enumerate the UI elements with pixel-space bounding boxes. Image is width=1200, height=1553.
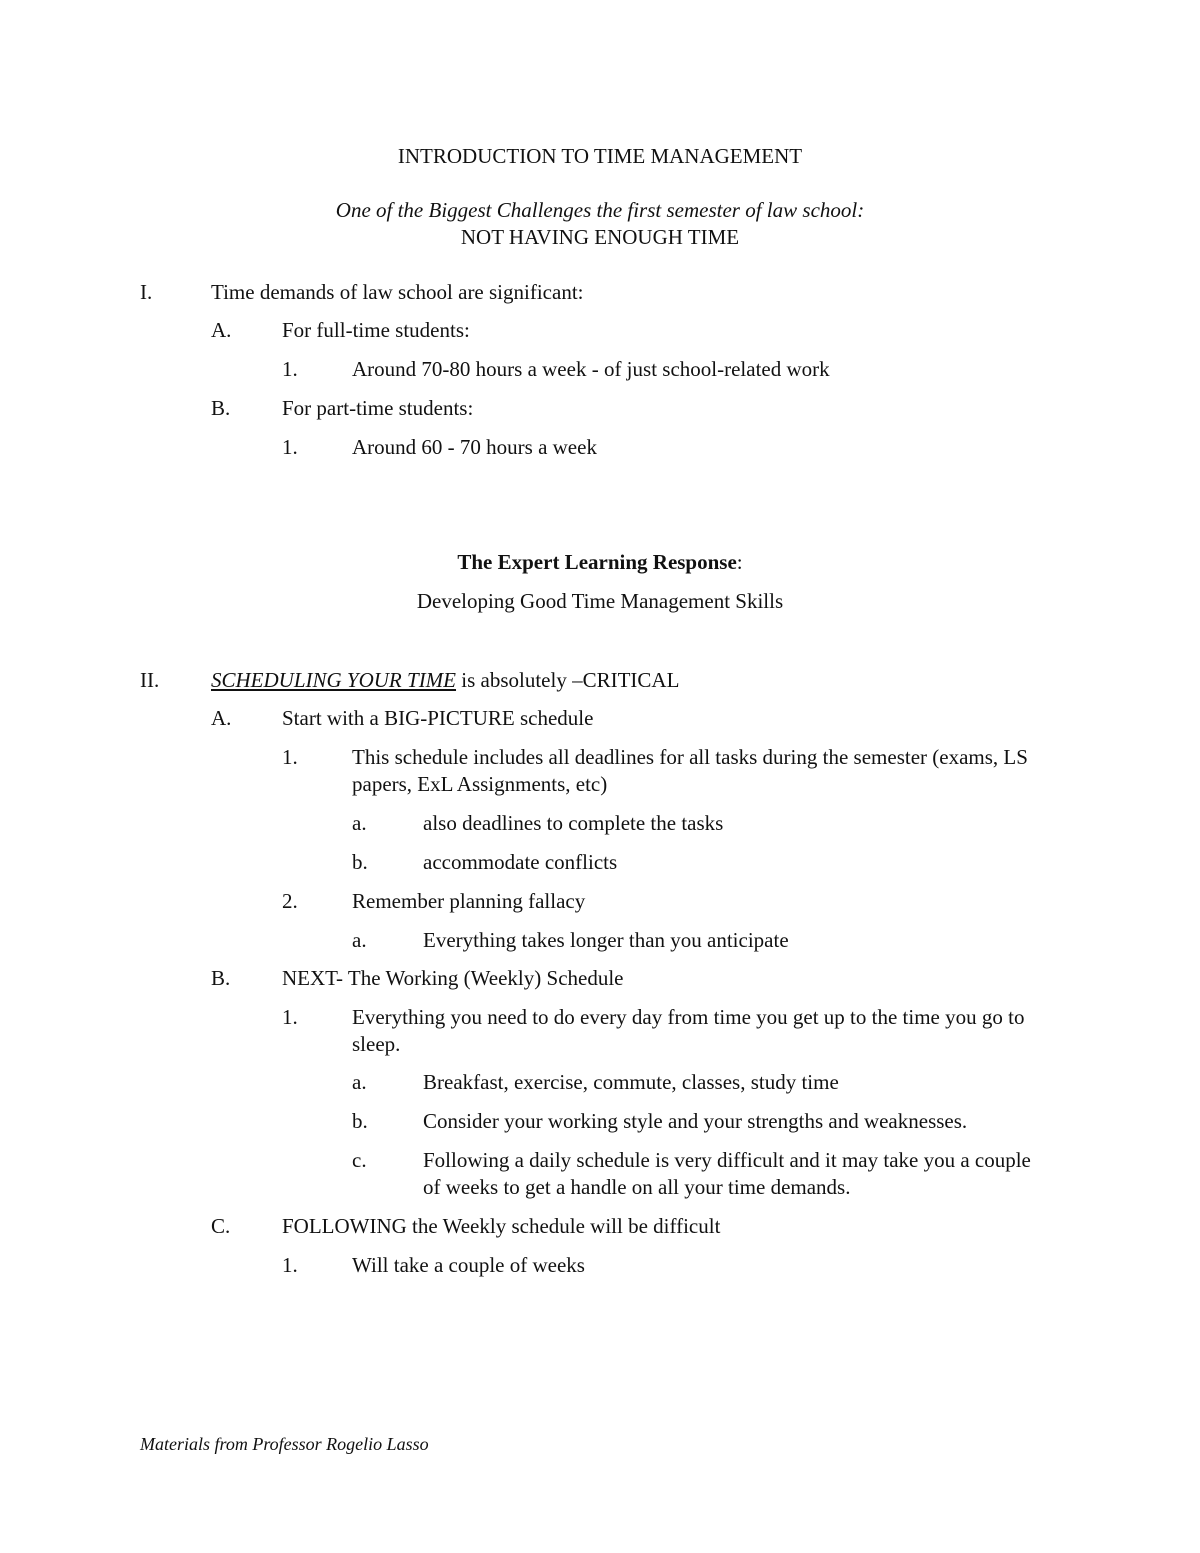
outline-item-II-B-1: Everything you need to do every day from time you get up to the time you go to sleep. — [352, 1005, 1025, 1056]
outline-marker-I-A-1: 1. — [282, 357, 298, 381]
outline-item-II — [211, 667, 679, 694]
outline-item-II-A-2: Remember planning fallacy — [352, 889, 586, 913]
outline-marker-II-C: C. — [211, 1214, 231, 1238]
outline-marker-II-A-1: 1. — [282, 745, 298, 769]
subtitle-caps: NOT HAVING ENOUGH TIME — [460, 225, 740, 249]
outline-marker-II-A-1-b: b. — [352, 850, 368, 874]
outline-marker-II-B-1-b: b. — [352, 1109, 368, 1133]
outline-item-I-B: For part-time students: — [282, 396, 474, 420]
outline-item-II-A-1: This schedule includes all deadlines for all tasks during the semester (exams, LS papers, ExL Assignments, etc) — [352, 745, 1028, 796]
outline-item-II-B-1-b: Consider your working style and your strengths and weaknesses. — [423, 1109, 968, 1133]
outline-item-I-A-1: Around 70-80 hours a week - of just school-related work — [352, 357, 830, 381]
outline-marker-II-A-2: 2. — [282, 889, 298, 913]
outline-item-II-A-2-a: Everything takes longer than you anticipate — [423, 928, 789, 952]
response-heading-colon: : — [736, 550, 743, 574]
outline-item-II-emphasis: SCHEDULING YOUR TIME — [211, 668, 457, 692]
outline-marker-I-A: A. — [211, 318, 232, 342]
outline-marker-II-A: A. — [211, 706, 232, 730]
subtitle-italic: One of the Biggest Challenges the first semester of law school: — [335, 198, 865, 222]
response-heading-bold: The Expert Learning Response — [457, 550, 737, 574]
response-subheading: Developing Good Time Management Skills — [416, 589, 784, 613]
outline-item-II-C: FOLLOWING the Weekly schedule will be difficult — [282, 1214, 721, 1238]
response-heading — [0, 550, 1200, 575]
page-footer: Materials from Professor Rogelio Lasso — [140, 1434, 429, 1454]
outline-item-II-C-1: Will take a couple of weeks — [352, 1253, 585, 1277]
outline-item-II-rest: is absolutely –CRITICAL — [456, 668, 680, 692]
outline-marker-II-C-1: 1. — [282, 1253, 298, 1277]
outline-marker-I-B: B. — [211, 396, 231, 420]
outline-item-II-B: NEXT- The Working (Weekly) Schedule — [282, 966, 624, 990]
outline-marker-II-B: B. — [211, 966, 231, 990]
outline-item-II-A-1-a: also deadlines to complete the tasks — [423, 811, 724, 835]
outline-item-I: Time demands of law school are significant: — [211, 280, 584, 304]
page-title: INTRODUCTION TO TIME MANAGEMENT — [397, 144, 803, 168]
outline-item-II-A: Start with a BIG-PICTURE schedule — [282, 706, 594, 730]
outline-marker-II-B-1-c: c. — [352, 1148, 367, 1172]
outline-marker-I-B-1: 1. — [282, 435, 298, 459]
outline-marker-II-A-1-a: a. — [352, 811, 367, 835]
outline-item-II-A-1-b: accommodate conflicts — [423, 850, 618, 874]
outline-marker-II: II. — [140, 668, 160, 692]
outline-marker-I: I. — [140, 280, 153, 304]
outline-marker-II-A-2-a: a. — [352, 928, 367, 952]
outline-item-I-B-1: Around 60 - 70 hours a week — [352, 435, 597, 459]
outline-item-II-B-1-a: Breakfast, exercise, commute, classes, study time — [423, 1070, 839, 1094]
outline-item-II-B-1-c: Following a daily schedule is very difficult and it may take you a couple of weeks to get a handle on all your time demands. — [423, 1148, 1031, 1199]
outline-marker-II-B-1: 1. — [282, 1005, 298, 1029]
outline-marker-II-B-1-a: a. — [352, 1070, 367, 1094]
outline-item-I-A: For full-time students: — [282, 318, 470, 342]
